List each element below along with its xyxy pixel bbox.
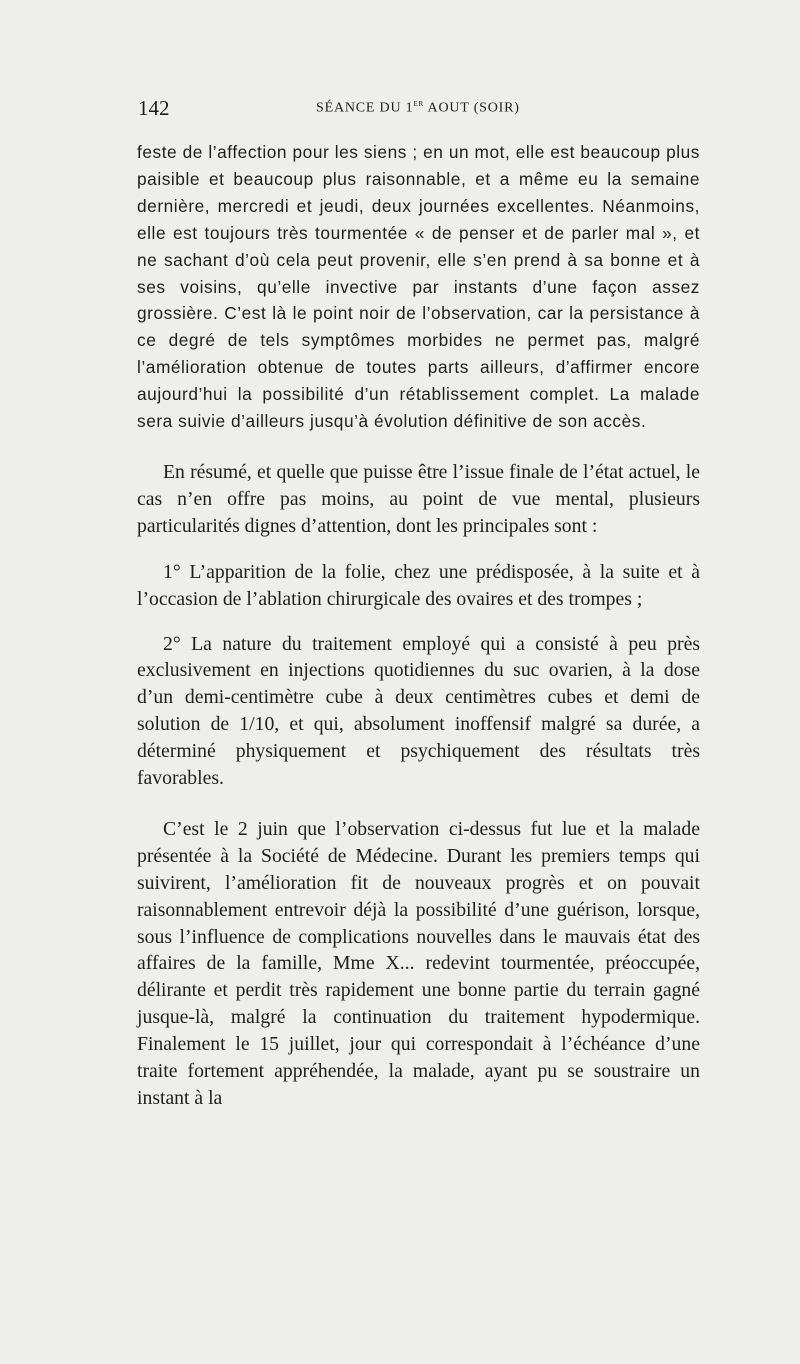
body-text <box>137 139 700 1112</box>
paragraph-point-2: 2° La nature du traitement employé qui a consisté à peu près exclusivement en injections quotidiennes du suc ovarien, à la dose d’un demi-centimètre cube à deux centimètres cubes et demi de solution de 1/10, et qui, absolument inoffensif malgré sa durée, a déterminé physiquement et psychiquement des résultats très favorables. <box>137 632 700 790</box>
paragraph-point-1: 1° L’apparition de la folie, chez une prédisposée, à la suite et à l’occasion de l’ablation chirurgicale des ovaires et des trompes ; <box>137 560 700 610</box>
running-head-title: SÉANCE DU 1 <box>316 100 414 116</box>
running-head <box>316 98 520 117</box>
running-head-tail: AOUT (SOIR) <box>424 100 520 116</box>
paragraph-summary: En résumé, et quelle que puisse être l’issue finale de l’état actuel, le cas n’en offre pas moins, au point de vue mental, plusieurs particularités dignes d’attention, dont les principales sont : <box>137 460 700 537</box>
page-number: 142 <box>138 96 170 120</box>
running-head-superscript: er <box>413 98 425 109</box>
paragraph-follow-up: C’est le 2 juin que l’observation ci-dessus fut lue et la malade présentée à la Société de Médecine. Durant les premiers temps qui suivirent, l’amélioration fit de nouveaux progrès et on pouvait raisonnablement entrevoir déjà la possibilité d’une guérison, lorsque, sous l’influence de complications nouvelles dans le mauvais état des affaires de la famille, Mme X... redevint tourmentée, préoccupée, délirante et perdit très rapidement une bonne partie du terrain gagné jusque-là, malgré la continuation du traitement hypodermique. Finalement le 15 juillet, jour qui correspondait à l’échéance d’une traite fortement appréhendée, la malade, ayant pu se soustraire un instant à la <box>137 817 700 1109</box>
page-header <box>138 96 700 124</box>
paragraph-continuation: feste de l’affection pour les siens ; en un mot, elle est beaucoup plus paisible et beaucoup plus raisonnable, et a même eu la semaine dernière, mercredi et jeudi, deux journées excellentes. Néanmoins, elle est toujours très tourmentée « de penser et de parler mal », et ne sachant d’où cela peut provenir, elle s’en prend à sa bonne et à ses voisins, qu’elle invective par instants d’une façon assez grossière. C’est là le point noir de l’observation, car la persistance à ce degré de tels symptômes morbides ne permet pas, malgré l’amélioration obtenue de toutes parts ailleurs, d’affirmer encore aujourd’hui la possibilité d’un rétablissement complet. La malade sera suivie d’ailleurs jusqu’à évolution définitive de son accès. <box>137 142 700 432</box>
